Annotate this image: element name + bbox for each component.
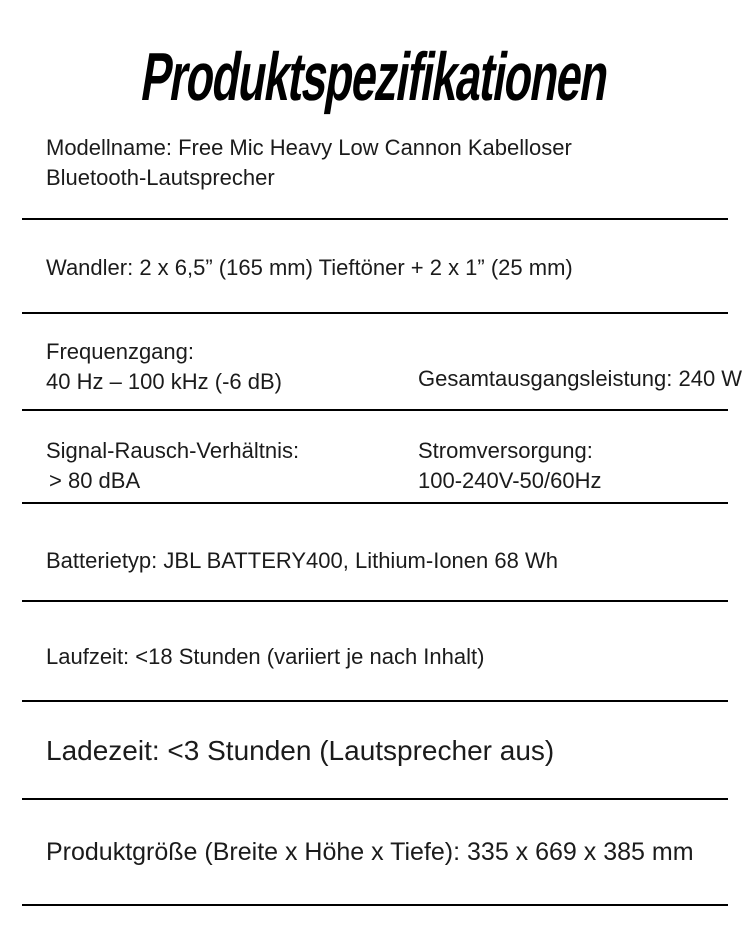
divider: [22, 409, 728, 411]
power-supply-value: 100-240V-50/60Hz: [418, 468, 602, 493]
spec-row-charging-time: [46, 734, 554, 768]
output-power-text: Gesamtausgangsleistung: 240 W: [418, 366, 743, 391]
divider: [22, 700, 728, 702]
snr-value: > 80 dBA: [49, 468, 141, 493]
charging-time-text: Ladezeit: <3 Stunden (Lautsprecher aus): [46, 735, 555, 766]
spec-row-frequency: [46, 337, 282, 397]
playtime-text: Laufzeit: <18 Stunden (variiert je nach Inhalt): [46, 644, 485, 669]
divider: [22, 904, 728, 906]
divider: [22, 600, 728, 602]
spec-row-snr: [46, 436, 299, 496]
spec-row-product-size: [46, 837, 694, 867]
spec-row-driver: [46, 253, 573, 283]
battery-text: Batterietyp: JBL BATTERY400, Lithium-Ionen 68 Wh: [46, 548, 558, 573]
frequency-value: 40 Hz – 100 kHz (-6 dB): [46, 369, 282, 394]
page-title-text: Produktspezifikationen: [136, 39, 614, 115]
model-line1: Modellname: Free Mic Heavy Low Cannon Kabelloser: [46, 135, 572, 160]
divider: [22, 218, 728, 220]
spec-row-battery: [46, 546, 558, 576]
page-title: [0, 38, 750, 116]
spec-row-output-power: [418, 364, 742, 394]
model-line2: Bluetooth-Lautsprecher: [46, 165, 275, 190]
driver-text: Wandler: 2 x 6,5” (165 mm) Tieftöner + 2 x 1” (25 mm): [46, 255, 573, 280]
product-size-text: Produktgröße (Breite x Höhe x Tiefe): 335 x 669 x 385 mm: [46, 838, 694, 866]
divider: [22, 502, 728, 504]
spec-row-power-supply: [418, 436, 601, 496]
spec-row-model: [46, 133, 572, 193]
power-supply-label: Stromversorgung:: [418, 438, 593, 463]
divider: [22, 312, 728, 314]
snr-label: Signal-Rausch-Verhältnis:: [46, 438, 300, 463]
spec-row-playtime: [46, 642, 484, 672]
divider: [22, 798, 728, 800]
frequency-label: Frequenzgang:: [46, 339, 194, 364]
